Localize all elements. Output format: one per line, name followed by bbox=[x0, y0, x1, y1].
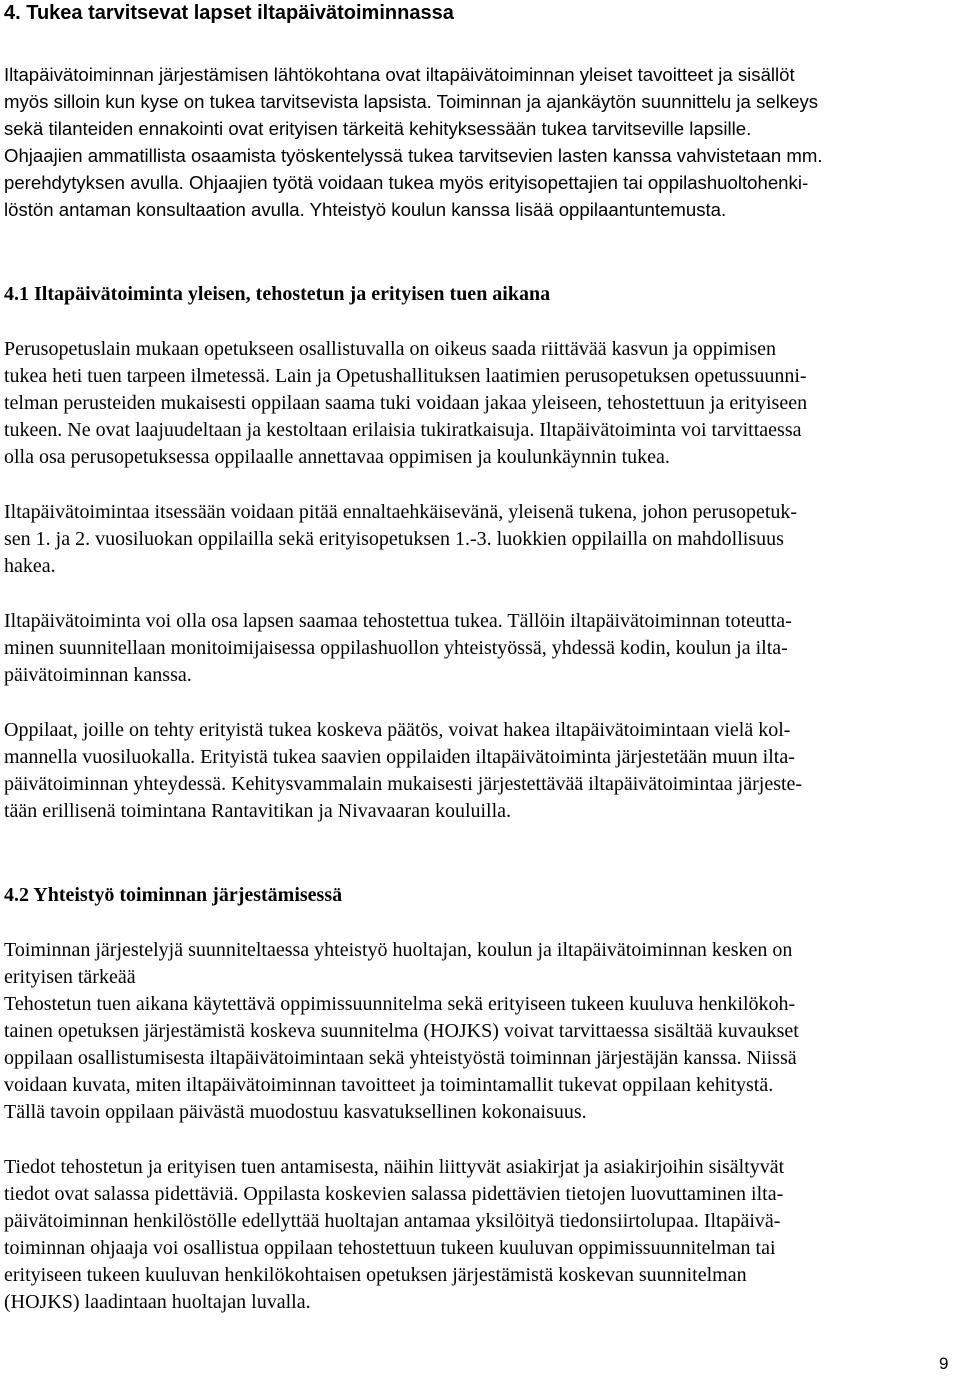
paragraph-line: toiminnan ohjaaja voi osallistua oppilaan tehostettuun tukeen kuuluvan oppimissuunnitelman tai bbox=[4, 1237, 776, 1259]
paragraph-line: tään erillisenä toimintana Rantavitikan ja Nivavaaran kouluilla. bbox=[4, 800, 512, 822]
paragraph-line: Iltapäivätoimintaa itsessään voidaan pitää ennaltaehkäisevänä, yleisenä tukena, johon perusopetuk- bbox=[4, 501, 798, 523]
paragraph-line: mannella vuosiluokalla. Erityistä tukea saavien oppilaiden iltapäivätoiminta järjestetään muun ilta- bbox=[4, 746, 795, 768]
paragraph-line: Perusopetuslain mukaan opetukseen osallistuvalla on oikeus saada riittävää kasvun ja oppimisen bbox=[4, 338, 777, 360]
paragraph-line: (HOJKS) laadintaan huoltajan luvalla. bbox=[4, 1291, 311, 1313]
page-number: 9 bbox=[939, 1354, 949, 1373]
paragraph-line: hakea. bbox=[4, 555, 56, 577]
paragraph-line: erityisen tärkeää bbox=[4, 966, 136, 988]
paragraph-line: Iltapäivätoiminnan järjestämisen lähtökohtana ovat iltapäivätoiminnan yleiset tavoitteet ja sisällöt bbox=[4, 64, 795, 85]
paragraph-line: Iltapäivätoiminta voi olla osa lapsen saamaa tehostettua tukea. Tällöin iltapäivätoiminnan toteutta- bbox=[4, 610, 792, 632]
paragraph-line: olla osa perusopetuksessa oppilaalle annettavaa oppimisen ja koulunkäynnin tukea. bbox=[4, 446, 670, 468]
paragraph-line: tainen opetuksen järjestämistä koskeva suunnitelma (HOJKS) voivat tarvittaessa sisältää kuvaukset bbox=[4, 1020, 799, 1042]
paragraph-line: tukea heti tuen tarpeen ilmetessä. Lain ja Opetushallituksen laatimien perusopetuksen opetussuunni- bbox=[4, 365, 807, 387]
paragraph-line: voidaan kuvata, miten iltapäivätoiminnan tavoitteet ja toimintamallit tukevat oppilaan kehitystä. bbox=[4, 1074, 774, 1096]
section-4-2-heading: 4.2 Yhteistyö toiminnan järjestämisessä bbox=[4, 884, 343, 906]
paragraph-line: tiedot ovat salassa pidettäviä. Oppilasta koskevien salassa pidettävien tietojen luovuttaminen ilta- bbox=[4, 1183, 784, 1205]
paragraph-line: päivätoiminnan henkilöstölle edellyttää huoltajan antamaa yksilöityä tiedonsiirtolupaa. Iltapäivä- bbox=[4, 1210, 781, 1232]
paragraph-line: löstön antaman konsultaation avulla. Yhteistyö koulun kanssa lisää oppilaantuntemusta. bbox=[4, 199, 727, 220]
paragraph-line: telman perusteiden mukaisesti oppilaan saama tuki voidaan jakaa yleiseen, tehostettuun ja erityiseen bbox=[4, 392, 808, 414]
paragraph-line: päivätoiminnan yhteydessä. Kehitysvammalain mukaisesti järjestettävää iltapäivätoimintaa järjeste- bbox=[4, 773, 803, 795]
section-4-1-heading: 4.1 Iltapäivätoiminta yleisen, tehostetun ja erityisen tuen aikana bbox=[4, 283, 551, 305]
paragraph-line: sekä tilanteiden ennakointi ovat erityisen tärkeitä kehityksessään tukea tarvitseville lapsille. bbox=[4, 118, 752, 139]
paragraph-line: myös silloin kun kyse on tukea tarvitsevista lapsista. Toiminnan ja ajankäytön suunnittelu ja selkeys bbox=[4, 91, 819, 112]
paragraph-line: Ohjaajien ammatillista osaamista työskentelyssä tukea tarvitsevien lasten kanssa vahvistetaan mm. bbox=[4, 145, 823, 166]
paragraph-line: Oppilaat, joille on tehty erityistä tukea koskeva päätös, voivat hakea iltapäivätoimintaan vielä kol- bbox=[4, 719, 791, 741]
paragraph-line: tukeen. Ne ovat laajuudeltaan ja kestoltaan erilaisia tukiratkaisuja. Iltapäivätoiminta voi tarvittaessa bbox=[4, 419, 802, 441]
paragraph-line: minen suunnitellaan monitoimijaisessa oppilashuollon yhteistyössä, yhdessä kodin, koulun ja ilta- bbox=[4, 637, 788, 659]
paragraph-line: Tiedot tehostetun ja erityisen tuen antamisesta, näihin liittyvät asiakirjat ja asiakirjoihin sisältyvät bbox=[4, 1156, 785, 1178]
paragraph-line: sen 1. ja 2. vuosiluokan oppilailla sekä erityisopetuksen 1.-3. luokkien oppilailla on mahdollisuus bbox=[4, 528, 784, 550]
paragraph-line: oppilaan osallistumisesta iltapäivätoimintaan sekä yhteistyöstä toiminnan järjestäjän kanssa. Niissä bbox=[4, 1047, 797, 1069]
paragraph-line: päivätoiminnan kanssa. bbox=[4, 664, 192, 686]
paragraph-line: erityiseen tukeen kuuluvan henkilökohtaisen opetuksen järjestämistä koskevan suunnitelman bbox=[4, 1264, 747, 1286]
section-4-heading: 4. Tukea tarvitsevat lapset iltapäivätoiminnassa bbox=[4, 2, 454, 24]
paragraph-line: Toiminnan järjestelyjä suunniteltaessa yhteistyö huoltajan, koulun ja iltapäivätoiminnan kesken on bbox=[4, 939, 793, 961]
paragraph-line: perehdytyksen avulla. Ohjaajien työtä voidaan tukea myös erityisopettajien tai oppilashuoltohenki- bbox=[4, 172, 809, 193]
paragraph-line: Tällä tavoin oppilaan päivästä muodostuu kasvatuksellinen kokonaisuus. bbox=[4, 1101, 587, 1123]
paragraph-line: Tehostetun tuen aikana käytettävä oppimissuunnitelma sekä erityiseen tukeen kuuluva henkilökoh- bbox=[4, 993, 796, 1015]
